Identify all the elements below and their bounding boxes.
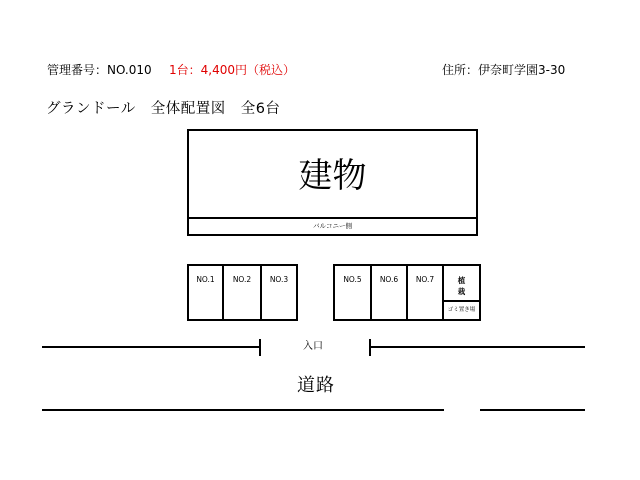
garbage-area-label: ゴミ置き場	[444, 300, 479, 319]
planting-label-line2: 栽	[457, 287, 466, 296]
parking-slot-no7	[406, 264, 444, 321]
balcony-side-label: バルコニー側	[189, 217, 476, 234]
parking-slot-label: NO.3	[269, 275, 289, 284]
planting-label	[444, 275, 479, 297]
parking-slot-no2	[222, 264, 262, 321]
parking-slot-label: NO.1	[196, 275, 215, 284]
page-title: グランドール 全体配置図 全6台	[46, 101, 281, 117]
parking-slot-no5	[333, 264, 372, 321]
road-line-right	[480, 409, 585, 411]
entrance-line-left	[42, 346, 261, 348]
building-label: 建物	[298, 156, 367, 196]
parking-slot-label: NO.7	[415, 275, 435, 284]
entrance-post-left	[259, 339, 261, 356]
parking-slot-no6	[370, 264, 408, 321]
road-label: 道路	[297, 375, 335, 396]
parking-slot-label: NO.5	[343, 275, 362, 284]
price-label: 1台：4,400円（税込）	[169, 63, 295, 77]
address-label: 住所：伊奈町学園3-30	[442, 63, 566, 77]
entrance-line-right	[369, 346, 585, 348]
management-number: 管理番号：NO.010	[47, 63, 152, 77]
parking-slot-no1	[187, 264, 224, 321]
road-line-left	[42, 409, 444, 411]
building	[187, 129, 478, 236]
planting-label-line1: 植	[457, 276, 466, 285]
planting-area	[442, 264, 481, 321]
entrance-label: 入口	[303, 341, 323, 352]
parking-slot-label: NO.6	[379, 275, 399, 284]
parking-slot-no3	[260, 264, 298, 321]
parking-slot-label: NO.2	[232, 275, 252, 284]
